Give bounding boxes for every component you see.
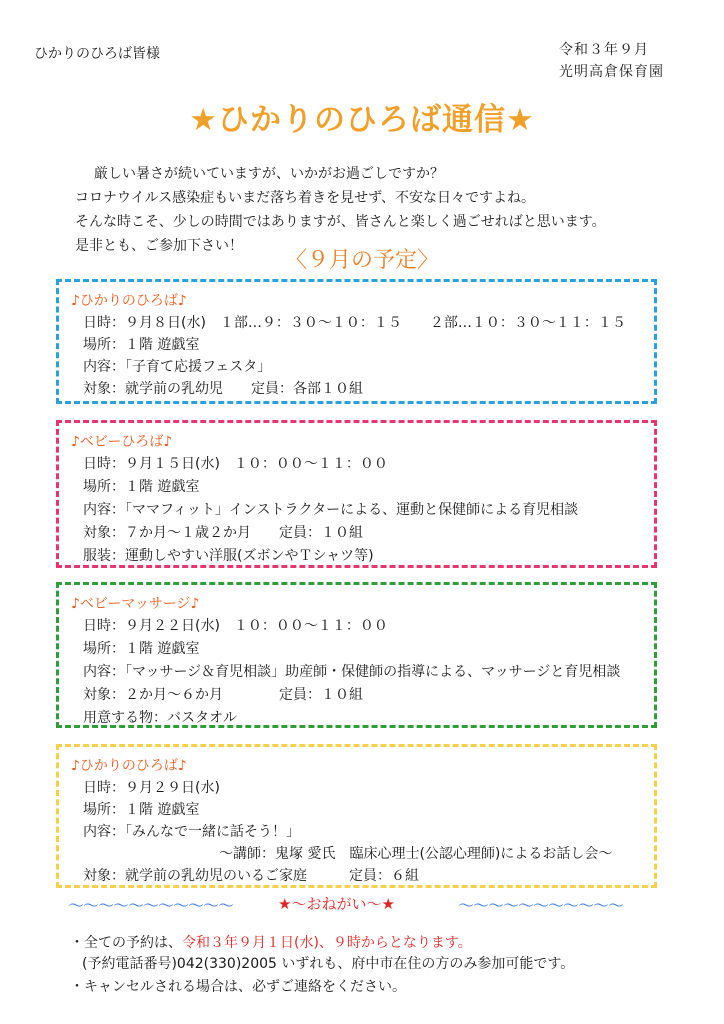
intro-line: 厳しい暑さが続いていますが、いかがお過ごしですか？ (94, 166, 444, 182)
event-box-baby-massage (56, 582, 657, 728)
event-heading: ♪ひかりのひろば♪ (71, 758, 187, 774)
event-dress: 服装：運動しやすい洋服(ズボンやＴシャツ等) (83, 548, 374, 564)
event-heading: ♪ベビーひろば♪ (71, 434, 173, 450)
addressee: ひかりのひろば皆様 (34, 46, 160, 62)
event-target: 対象：２か月～６か月 定員：１０組 (83, 687, 363, 703)
event-heading: ♪ひかりのひろば♪ (71, 293, 187, 309)
organization-name: 光明高倉保育園 (559, 64, 664, 80)
newsletter-title: ★ひかりのひろば通信★ (189, 102, 535, 138)
event-heading: ♪ベビーマッサージ♪ (71, 596, 200, 612)
event-content: 内容：「子育て応援フェスタ」 (83, 359, 272, 375)
event-bring-items: 用意する物：バスタオル (83, 710, 237, 726)
event-place: 場所：１階 遊戯室 (83, 479, 200, 495)
event-box-hikari-hiroba (56, 279, 657, 404)
wave-decoration-right: ～～～～～～～～～～～ (458, 896, 624, 915)
event-place: 場所：１階 遊戯室 (83, 802, 200, 818)
request-heading: ★～おねがい～★ (278, 895, 395, 913)
event-target: 対象：就学前の乳幼児のいるご家庭 定員：６組 (83, 868, 419, 884)
event-datetime: 日時：９月８日(水) １部…９：３０～１０：１５ ２部…１０：３０～１１：１５ (83, 315, 626, 331)
event-target: 対象：７か月～１歳２か月 定員：１０組 (83, 525, 363, 541)
event-lecturer: ～講師：鬼塚 愛氏 臨床心理士(公認心理師)によるお話し会～ (219, 846, 613, 862)
event-datetime: 日時：９月２２日(水) １０：００～１１：００ (83, 618, 388, 634)
wave-decoration-left: ～～～～～～～～～～～ (68, 896, 234, 915)
reservation-start-date: 令和３年９月１日(水)、９時からとなります。 (182, 935, 472, 951)
cancellation-notice: ・キャンセルされる場合は、必ずご連絡をください。 (70, 979, 406, 995)
reservation-phone-notice: (予約電話番号)042(330)2005 いずれも、府中市在住の方のみ参加可能です。 (82, 956, 575, 972)
reservation-prefix: ・全ての予約は、 (70, 935, 182, 951)
event-place: 場所：１階 遊戯室 (83, 641, 200, 657)
schedule-heading: 〈９月の予定〉 (284, 248, 439, 273)
event-content: 内容：「みんなで一緒に話そう！」 (83, 824, 300, 840)
intro-line: 是非とも、ご参加下さい！ (75, 238, 243, 254)
reservation-start-notice (70, 932, 472, 952)
event-place: 場所：１階 遊戯室 (83, 337, 200, 353)
event-box-baby-hiroba (56, 420, 657, 568)
intro-line: コロナウイルス感染症もいまだ落ち着きを見せず、不安な日々ですよね。 (75, 190, 536, 206)
event-content: 内容：「マッサージ＆育児相談」助産師・保健師の指導による、マッサージと育児相談 (83, 664, 621, 680)
event-target: 対象：就学前の乳幼児 定員：各部１０組 (83, 381, 363, 397)
event-content: 内容：「ママフィット」インストラクターによる、運動と保健師による育児相談 (83, 502, 579, 518)
event-datetime: 日時：９月２９日(水) (83, 780, 220, 796)
event-datetime: 日時：９月１５日(水) １０：００～１１：００ (83, 456, 388, 472)
issue-date: 令和３年９月 (559, 42, 649, 58)
event-box-hikari-hiroba-talk (56, 744, 657, 888)
intro-line: そんな時こそ、少しの時間ではありますが、皆さんと楽しく過ごせればと思います。 (75, 214, 606, 230)
